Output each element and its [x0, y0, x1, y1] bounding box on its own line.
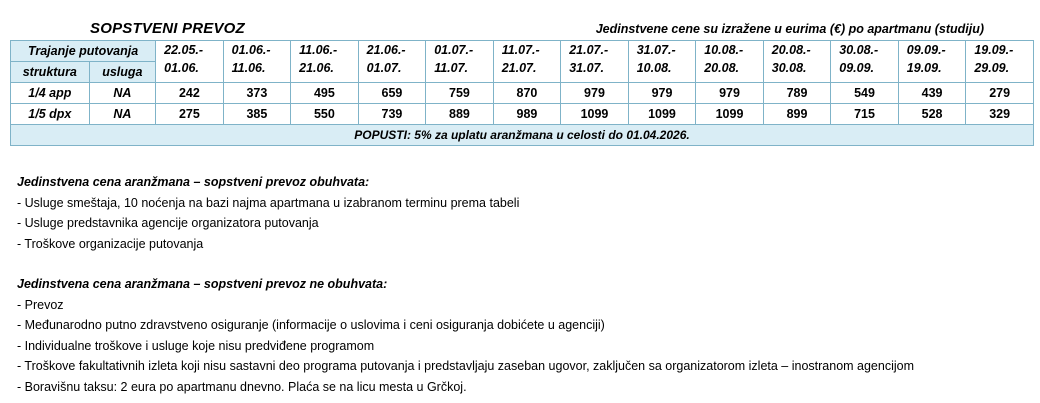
period-10: 30.08.- 09.09.	[831, 41, 899, 83]
list-item: - Prevoz	[17, 297, 64, 312]
row-service: NA	[89, 104, 156, 125]
currency-note: Jedinstvene cene su izražene u eurima (€) po apartmanu (studiju)	[595, 22, 984, 36]
excludes-heading: Jedinstvena cena aranžmana – sopstveni prevoz ne obuhvata:	[17, 277, 388, 291]
price-cell: 889	[426, 104, 494, 125]
list-item: - Individualne troškove i usluge koje nisu predviđene programom	[17, 338, 375, 353]
includes-heading: Jedinstvena cena aranžmana – sopstveni prevoz obuhvata:	[17, 175, 370, 189]
price-cell: 979	[696, 83, 764, 104]
price-cell: 1099	[696, 104, 764, 125]
list-item: - Usluge predstavnika agencije organizatora putovanja	[17, 216, 319, 230]
price-cell: 989	[493, 104, 561, 125]
period-6: 21.07.- 31.07.	[561, 41, 629, 83]
header-row	[10, 18, 1034, 40]
period-11: 09.09.- 19.09.	[898, 41, 966, 83]
row-service: NA	[89, 83, 156, 104]
price-cell: 275	[156, 104, 224, 125]
row-structure: 1/4 app	[11, 83, 90, 104]
price-cell: 549	[831, 83, 899, 104]
discount-text: POPUSTI: 5% za uplatu aranžmana u celosti do 01.04.2026.	[11, 125, 1034, 146]
row-structure: 1/5 dpx	[11, 104, 90, 125]
price-cell: 279	[966, 83, 1034, 104]
list-item: - Troškove fakultativnih izleta koji nisu sastavni deo programa putovanja i predstavljaju zaseban ugovor, zaključen sa organizatorom izleta – inostranom agencijom	[17, 359, 915, 373]
period-9: 20.08.- 30.08.	[763, 41, 831, 83]
list-item: - Troškove organizacije putovanja	[17, 236, 204, 251]
price-cell: 495	[291, 83, 359, 104]
price-cell: 899	[763, 104, 831, 125]
price-cell: 550	[291, 104, 359, 125]
price-cell: 870	[493, 83, 561, 104]
price-cell: 979	[628, 83, 696, 104]
price-cell: 373	[223, 83, 291, 104]
price-cell: 1099	[561, 104, 629, 125]
header-structure: struktura	[11, 62, 90, 83]
period-7: 31.07.- 10.08.	[628, 41, 696, 83]
includes-section	[17, 172, 519, 254]
header-service: usluga	[89, 62, 156, 83]
period-2: 11.06.- 21.06.	[291, 41, 359, 83]
excludes-list	[17, 295, 914, 398]
header-duration: Trajanje putovanja	[11, 41, 156, 62]
period-3: 21.06.- 01.07.	[358, 41, 426, 83]
page-title: SOPSTVENI PREVOZ	[90, 20, 245, 37]
period-5: 11.07.- 21.07.	[493, 41, 561, 83]
table-row	[11, 104, 1034, 125]
period-8: 10.08.- 20.08.	[696, 41, 764, 83]
list-item: - Usluge smeštaja, 10 noćenja na bazi najma apartmana u izabranom terminu prema tabeli	[17, 195, 520, 210]
price-cell: 242	[156, 83, 224, 104]
excludes-section	[17, 274, 914, 397]
price-cell: 979	[561, 83, 629, 104]
price-table	[10, 40, 1034, 146]
price-cell: 715	[831, 104, 899, 125]
discount-row	[11, 125, 1034, 146]
price-cell: 659	[358, 83, 426, 104]
price-cell: 759	[426, 83, 494, 104]
period-12: 19.09.- 29.09.	[966, 41, 1034, 83]
price-page	[10, 18, 1034, 146]
table-row	[11, 83, 1034, 104]
list-item: - Međunarodno putno zdravstveno osiguranje (informacije o uslovima i ceni osiguranja dobićete u agenciji)	[17, 318, 605, 332]
includes-list	[17, 193, 519, 255]
price-cell: 789	[763, 83, 831, 104]
price-cell: 329	[966, 104, 1034, 125]
price-cell: 739	[358, 104, 426, 125]
period-4: 01.07.- 11.07.	[426, 41, 494, 83]
list-item: - Boravišnu taksu: 2 eura po apartmanu dnevno. Plaća se na licu mesta u Grčkoj.	[17, 379, 467, 394]
price-cell: 1099	[628, 104, 696, 125]
price-cell: 439	[898, 83, 966, 104]
table-header-row-1	[11, 41, 1034, 62]
price-cell: 528	[898, 104, 966, 125]
period-0: 22.05.- 01.06.	[156, 41, 224, 83]
period-1: 01.06.- 11.06.	[223, 41, 291, 83]
price-cell: 385	[223, 104, 291, 125]
